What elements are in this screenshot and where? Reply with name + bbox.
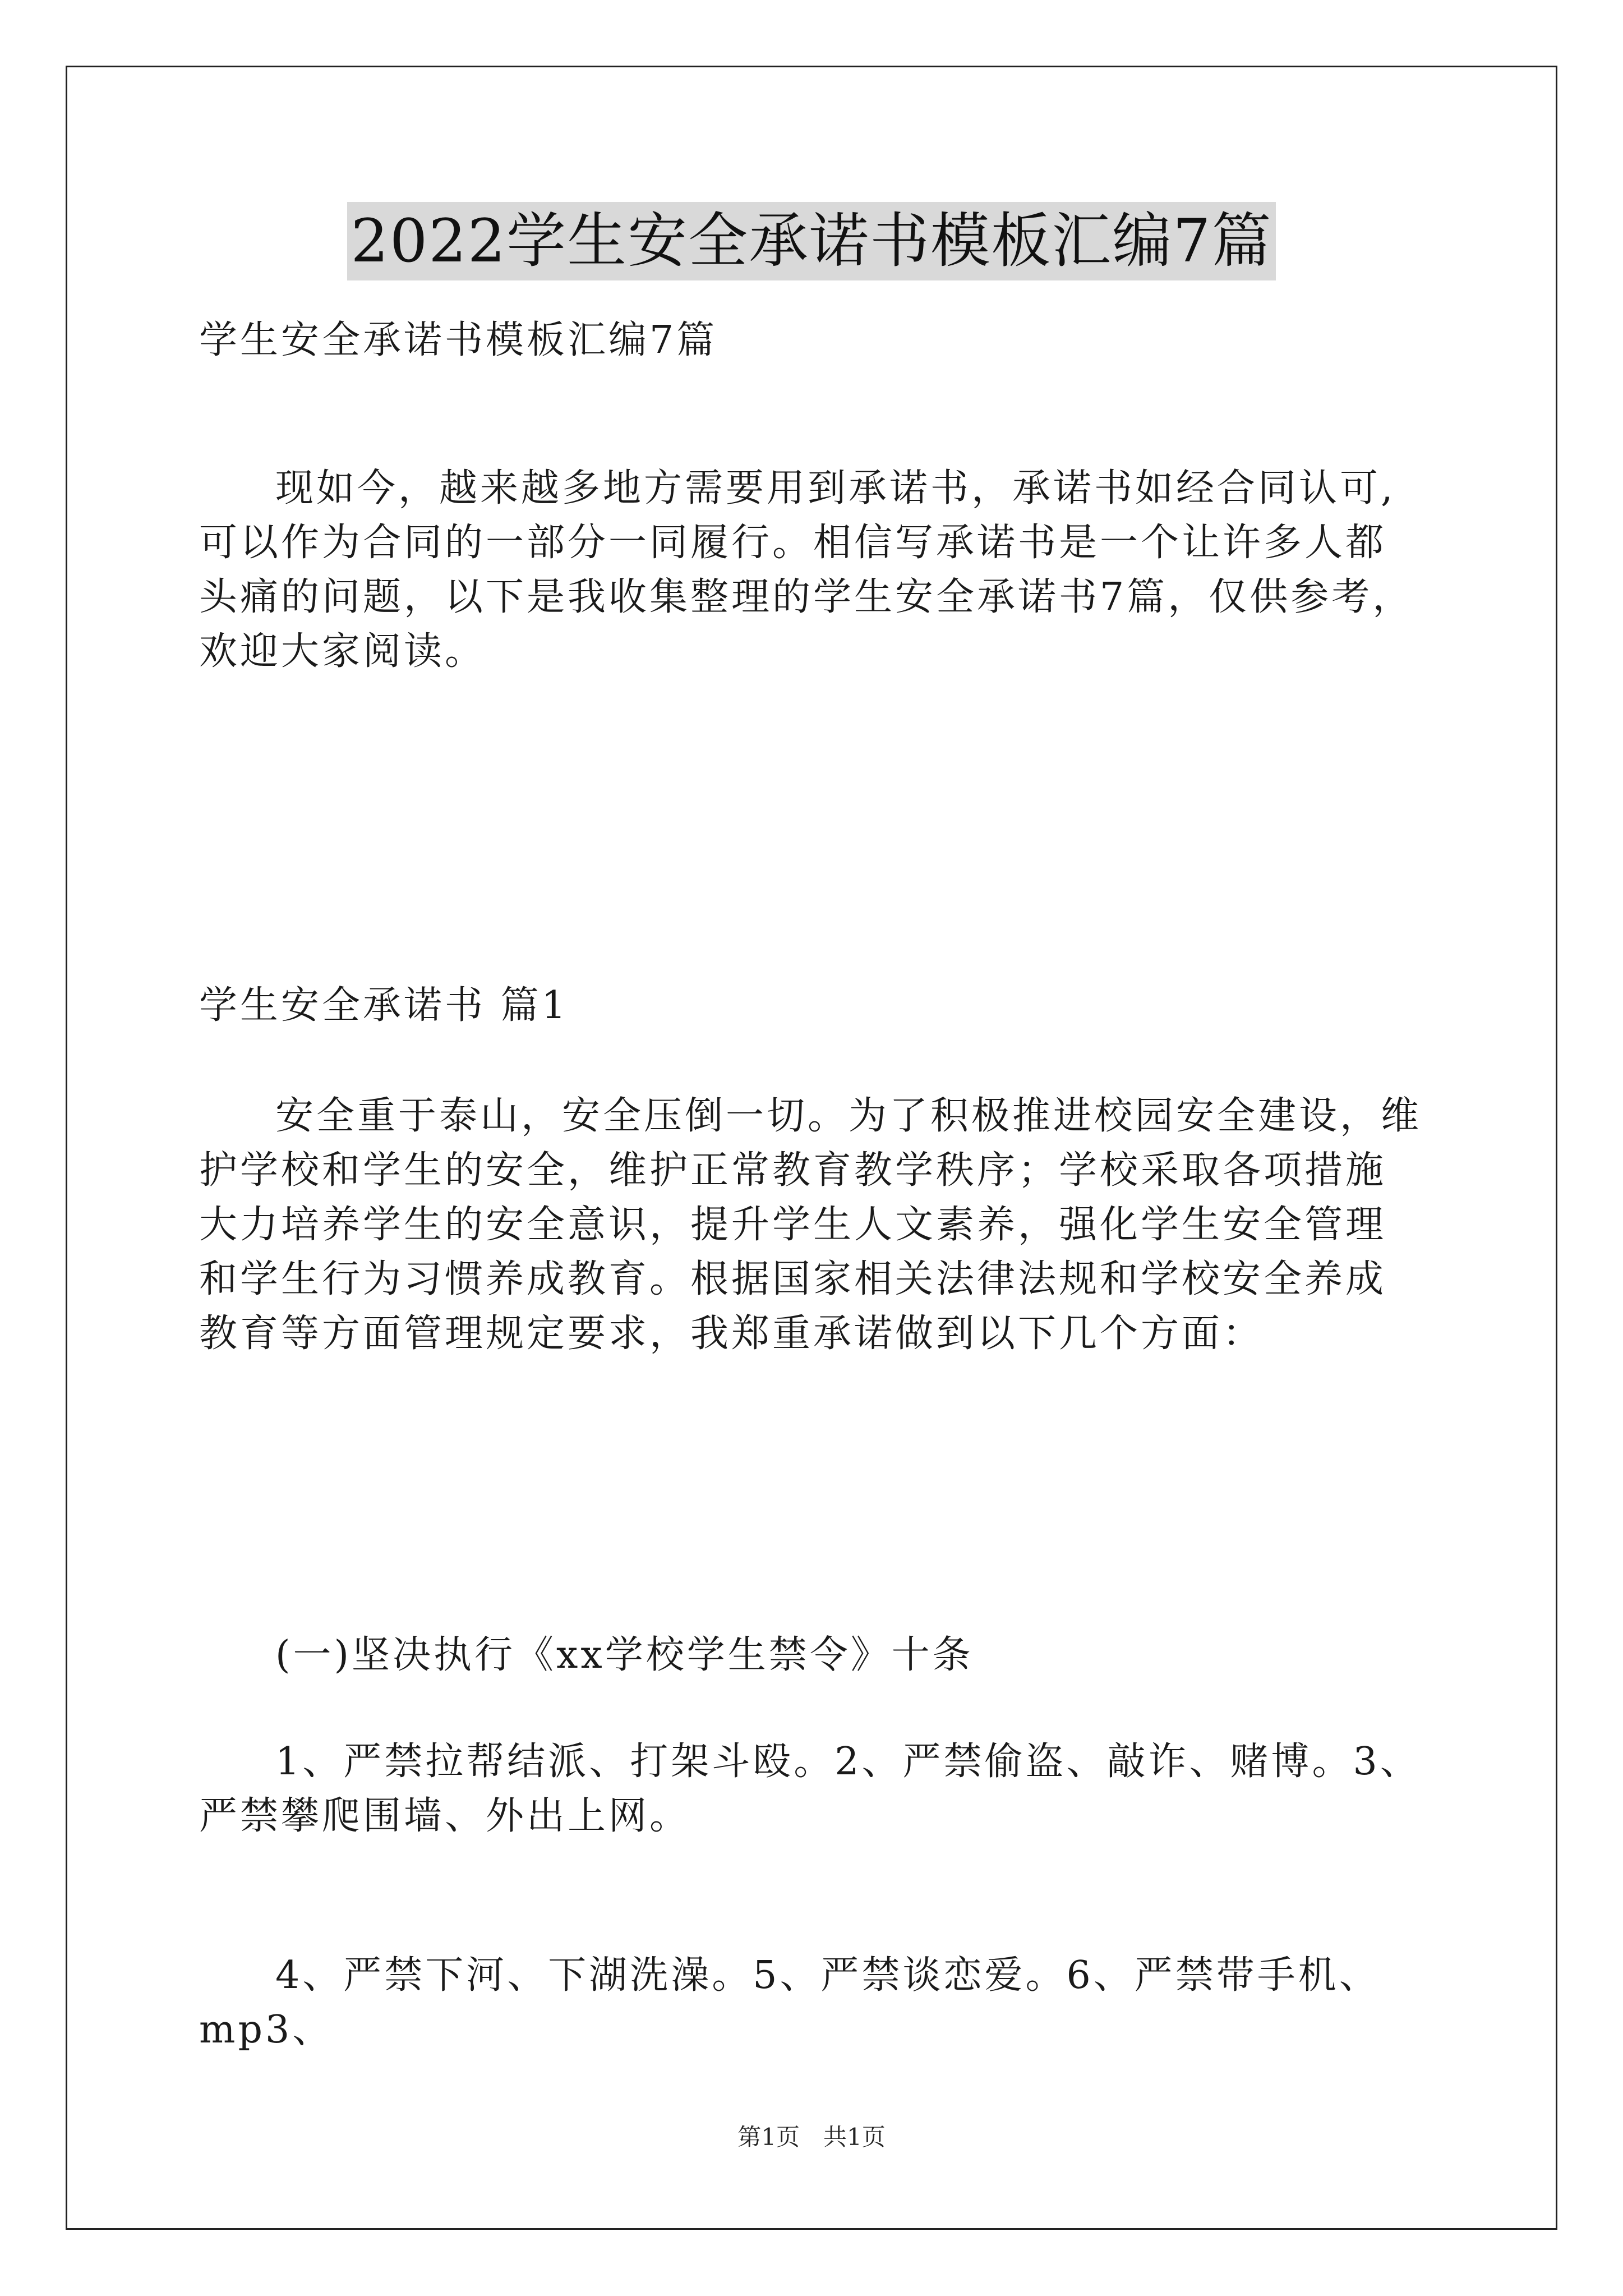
- document-subtitle: 学生安全承诺书模板汇编7篇: [199, 318, 718, 362]
- title-container: [0, 202, 1623, 280]
- rules-paragraph-1: 1、严禁拉帮结派、打架斗殴。2、严禁偷盗、敲诈、赌博。3、严禁攀爬围墙、外出上网。: [199, 1740, 1421, 1838]
- intro-paragraph: 现如今，越来越多地方需要用到承诺书，承诺书如经合同认可,可以作为合同的一部分一同履行。相信写承诺书是一个让许多人都头痛的问题，以下是我收集整理的学生安全承诺书7篇，仅供参考，欢迎大家阅读。: [199, 466, 1414, 674]
- rule-heading: (一)坚决执行《xx学校学生禁令》十条: [275, 1633, 974, 1677]
- section-heading: 学生安全承诺书 篇1: [199, 983, 569, 1028]
- section-paragraph: 安全重于泰山，安全压倒一切。为了积极推进校园安全建设，维护学校和学生的安全，维护正常教育教学秩序；学校采取各项措施大力培养学生的安全意识，提升学生人文素养，强化学生安全管理和学生行为习惯养成教育。根据国家相关法律法规和学校安全养成教育等方面管理规定要求，我郑重承诺做到以下几个方面：: [199, 1094, 1422, 1356]
- rules-paragraph-2: 4、严禁下河、下湖洗澡。5、严禁谈恋爱。6、严禁带手机、mp3、: [199, 1953, 1380, 2052]
- document-title: 2022学生安全承诺书模板汇编7篇: [347, 202, 1275, 280]
- page-footer: 第1页 共1页: [737, 2123, 886, 2151]
